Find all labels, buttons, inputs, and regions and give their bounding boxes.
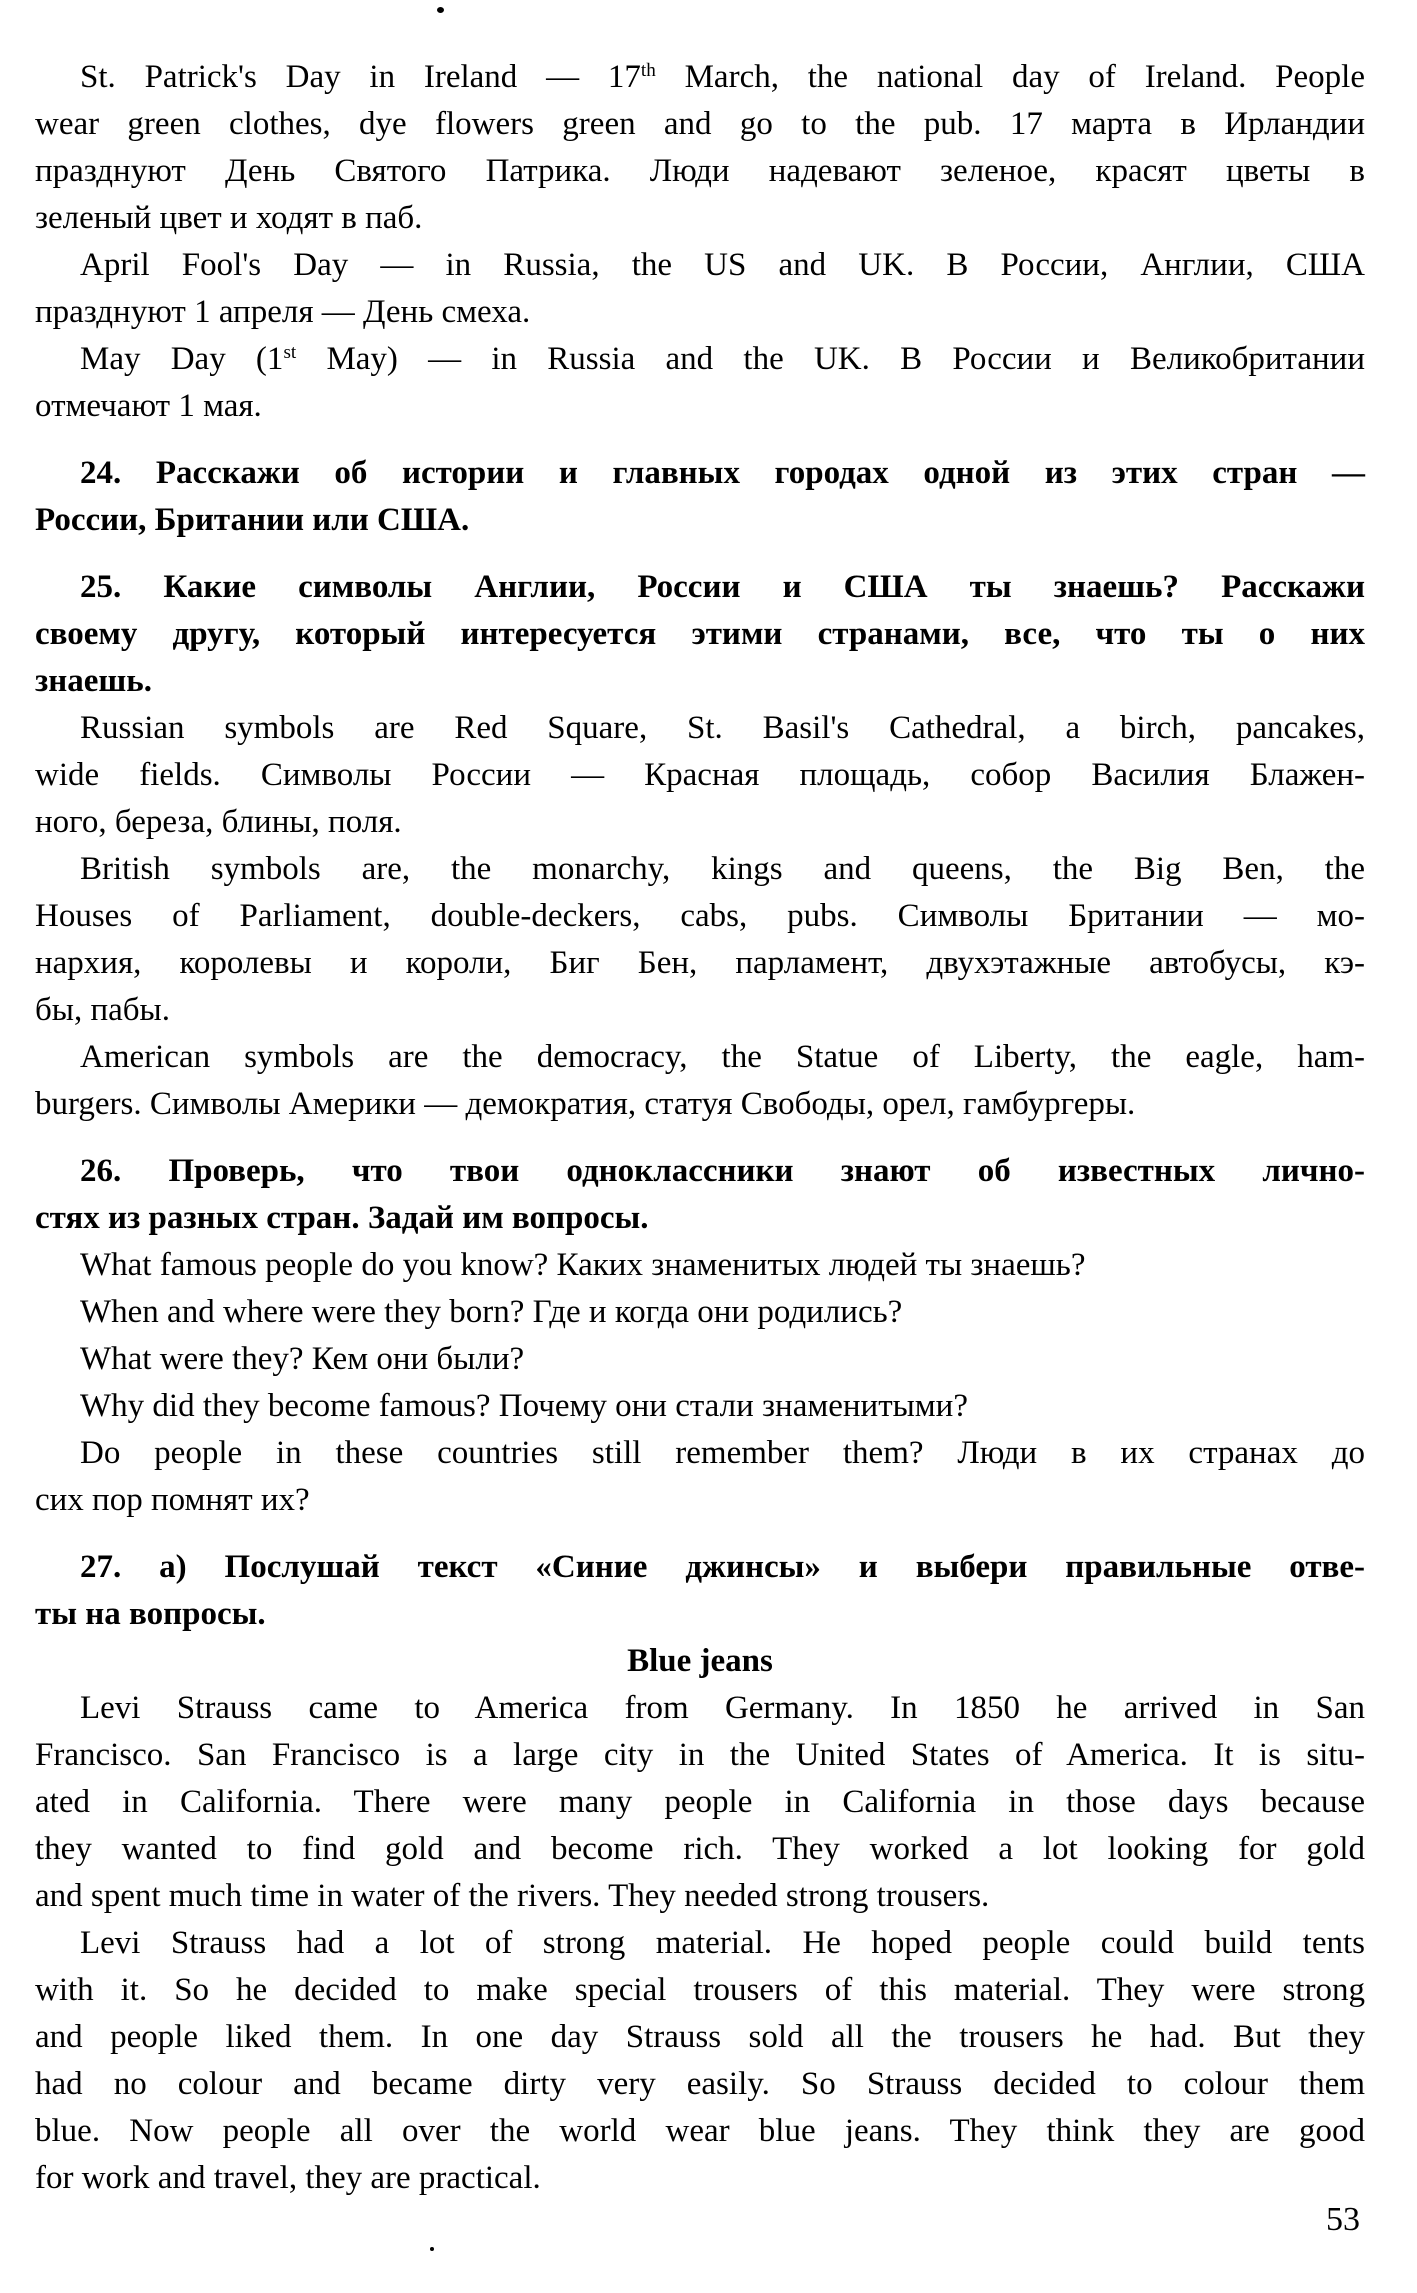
text-line: April Fool's Day — in Russia, the US and UK. В России, Англии, США bbox=[80, 247, 1365, 283]
paragraph-blue-jeans-2 bbox=[35, 1920, 1365, 2202]
task-25-heading bbox=[35, 564, 1365, 705]
text-line: When and where were they born? Где и когда они родились? bbox=[80, 1294, 903, 1330]
task-26-heading bbox=[35, 1148, 1365, 1242]
text-line: wear green clothes, dye flowers green and go to the pub. 17 марта в Ирландии bbox=[35, 106, 1365, 142]
paragraph-blue-jeans-1 bbox=[35, 1685, 1365, 1920]
question-why-famous bbox=[35, 1383, 1365, 1430]
text-line: Levi Strauss had a lot of strong material. He hoped people could build tents bbox=[80, 1925, 1365, 1961]
text-line: 25. Какие символы Англии, России и США ты знаешь? Расскажи bbox=[80, 569, 1365, 605]
text-line: нархия, королевы и короли, Биг Бен, парламент, двухэтажные автобусы, кэ- bbox=[35, 945, 1365, 981]
text-line: had no colour and became dirty very easily. So Strauss decided to colour them bbox=[35, 2066, 1365, 2102]
text-line: отмечают 1 мая. bbox=[35, 388, 262, 424]
text-line: знаешь. bbox=[35, 663, 152, 699]
paragraph-st-patricks-day bbox=[35, 54, 1365, 242]
scan-artifact-dot bbox=[430, 2247, 434, 2251]
text-line: American symbols are the democracy, the Statue of Liberty, the eagle, ham- bbox=[80, 1039, 1365, 1075]
text-line: What famous people do you know? Каких знаменитых людей ты знаешь? bbox=[80, 1247, 1086, 1283]
question-still-remember bbox=[35, 1430, 1365, 1524]
blue-jeans-title bbox=[35, 1638, 1365, 1685]
text-line: British symbols are, the monarchy, kings and queens, the Big Ben, the bbox=[80, 851, 1365, 887]
task-24-heading bbox=[35, 450, 1365, 544]
text-line: своему другу, который интересуется этими странами, все, что ты о них bbox=[35, 616, 1365, 652]
paragraph-april-fools-day bbox=[35, 242, 1365, 336]
text-line: Houses of Parliament, double-deckers, cabs, pubs. Символы Британии — мо- bbox=[35, 898, 1365, 934]
text-line: ного, береза, блины, поля. bbox=[35, 804, 402, 840]
text-line: burgers. Символы Америки — демократия, статуя Свободы, орел, гамбургеры. bbox=[35, 1086, 1136, 1122]
paragraph-american-symbols bbox=[35, 1034, 1365, 1128]
text-line: blue. Now people all over the world wear blue jeans. They think they are good bbox=[35, 2113, 1365, 2149]
text-line: What were they? Кем они были? bbox=[80, 1341, 525, 1377]
text-line: 27. а) Послушай текст «Синие джинсы» и выбери правильные отве- bbox=[80, 1549, 1365, 1585]
text-line: with it. So he decided to make special trousers of this material. They were strong bbox=[35, 1972, 1365, 2008]
text-line: they wanted to find gold and become rich. They worked a lot looking for gold bbox=[35, 1831, 1365, 1867]
scan-artifact-dot bbox=[437, 7, 444, 13]
text-line: бы, пабы. bbox=[35, 992, 170, 1028]
text-line: Why did they become famous? Почему они стали знаменитыми? bbox=[80, 1388, 968, 1424]
text-line: for work and travel, they are practical. bbox=[35, 2160, 541, 2196]
page-content bbox=[35, 54, 1365, 2202]
paragraph-may-day bbox=[35, 336, 1365, 430]
text-line: Blue jeans bbox=[627, 1643, 773, 1679]
text-line: Do people in these countries still remember them? Люди в их странах до bbox=[80, 1435, 1365, 1471]
task-27-heading bbox=[35, 1544, 1365, 1638]
text-line: wide fields. Символы России — Красная площадь, собор Василия Блажен- bbox=[35, 757, 1365, 793]
text-line: празднуют 1 апреля — День смеха. bbox=[35, 294, 531, 330]
text-line: and spent much time in water of the rivers. They needed strong trousers. bbox=[35, 1878, 990, 1914]
text-line: and people liked them. In one day Strauss sold all the trousers he had. But they bbox=[35, 2019, 1365, 2055]
text-line: зеленый цвет и ходят в паб. bbox=[35, 200, 423, 236]
text-line: празднуют День Святого Патрика. Люди надевают зеленое, красят цветы в bbox=[35, 153, 1365, 189]
text-line: ты на вопросы. bbox=[35, 1596, 266, 1632]
text-line: сих пор помнят их? bbox=[35, 1482, 310, 1518]
text-line: 24. Расскажи об истории и главных городах одной из этих стран — bbox=[80, 455, 1365, 491]
text-line: 26. Проверь, что твои одноклассники знают об известных лично- bbox=[80, 1153, 1365, 1189]
paragraph-russian-symbols bbox=[35, 705, 1365, 846]
question-famous-people bbox=[35, 1242, 1365, 1289]
page-number: 53 bbox=[1326, 2201, 1360, 2238]
text-line: Francisco. San Francisco is a large city in the United States of America. It is situ- bbox=[35, 1737, 1365, 1773]
text-line: стях из разных стран. Задай им вопросы. bbox=[35, 1200, 649, 1236]
text-line: Levi Strauss came to America from Germany. In 1850 he arrived in San bbox=[80, 1690, 1365, 1726]
question-what-were-they bbox=[35, 1336, 1365, 1383]
text-line: May Day (1st May) — in Russia and the UK. В России и Великобритании bbox=[80, 341, 1365, 377]
paragraph-british-symbols bbox=[35, 846, 1365, 1034]
text-line: Russian symbols are Red Square, St. Basil's Cathedral, a birch, pancakes, bbox=[80, 710, 1365, 746]
text-line: ated in California. There were many people in California in those days because bbox=[35, 1784, 1365, 1820]
text-line: St. Patrick's Day in Ireland — 17th March, the national day of Ireland. People bbox=[80, 59, 1365, 95]
text-line: России, Британии или США. bbox=[35, 502, 470, 538]
question-born bbox=[35, 1289, 1365, 1336]
